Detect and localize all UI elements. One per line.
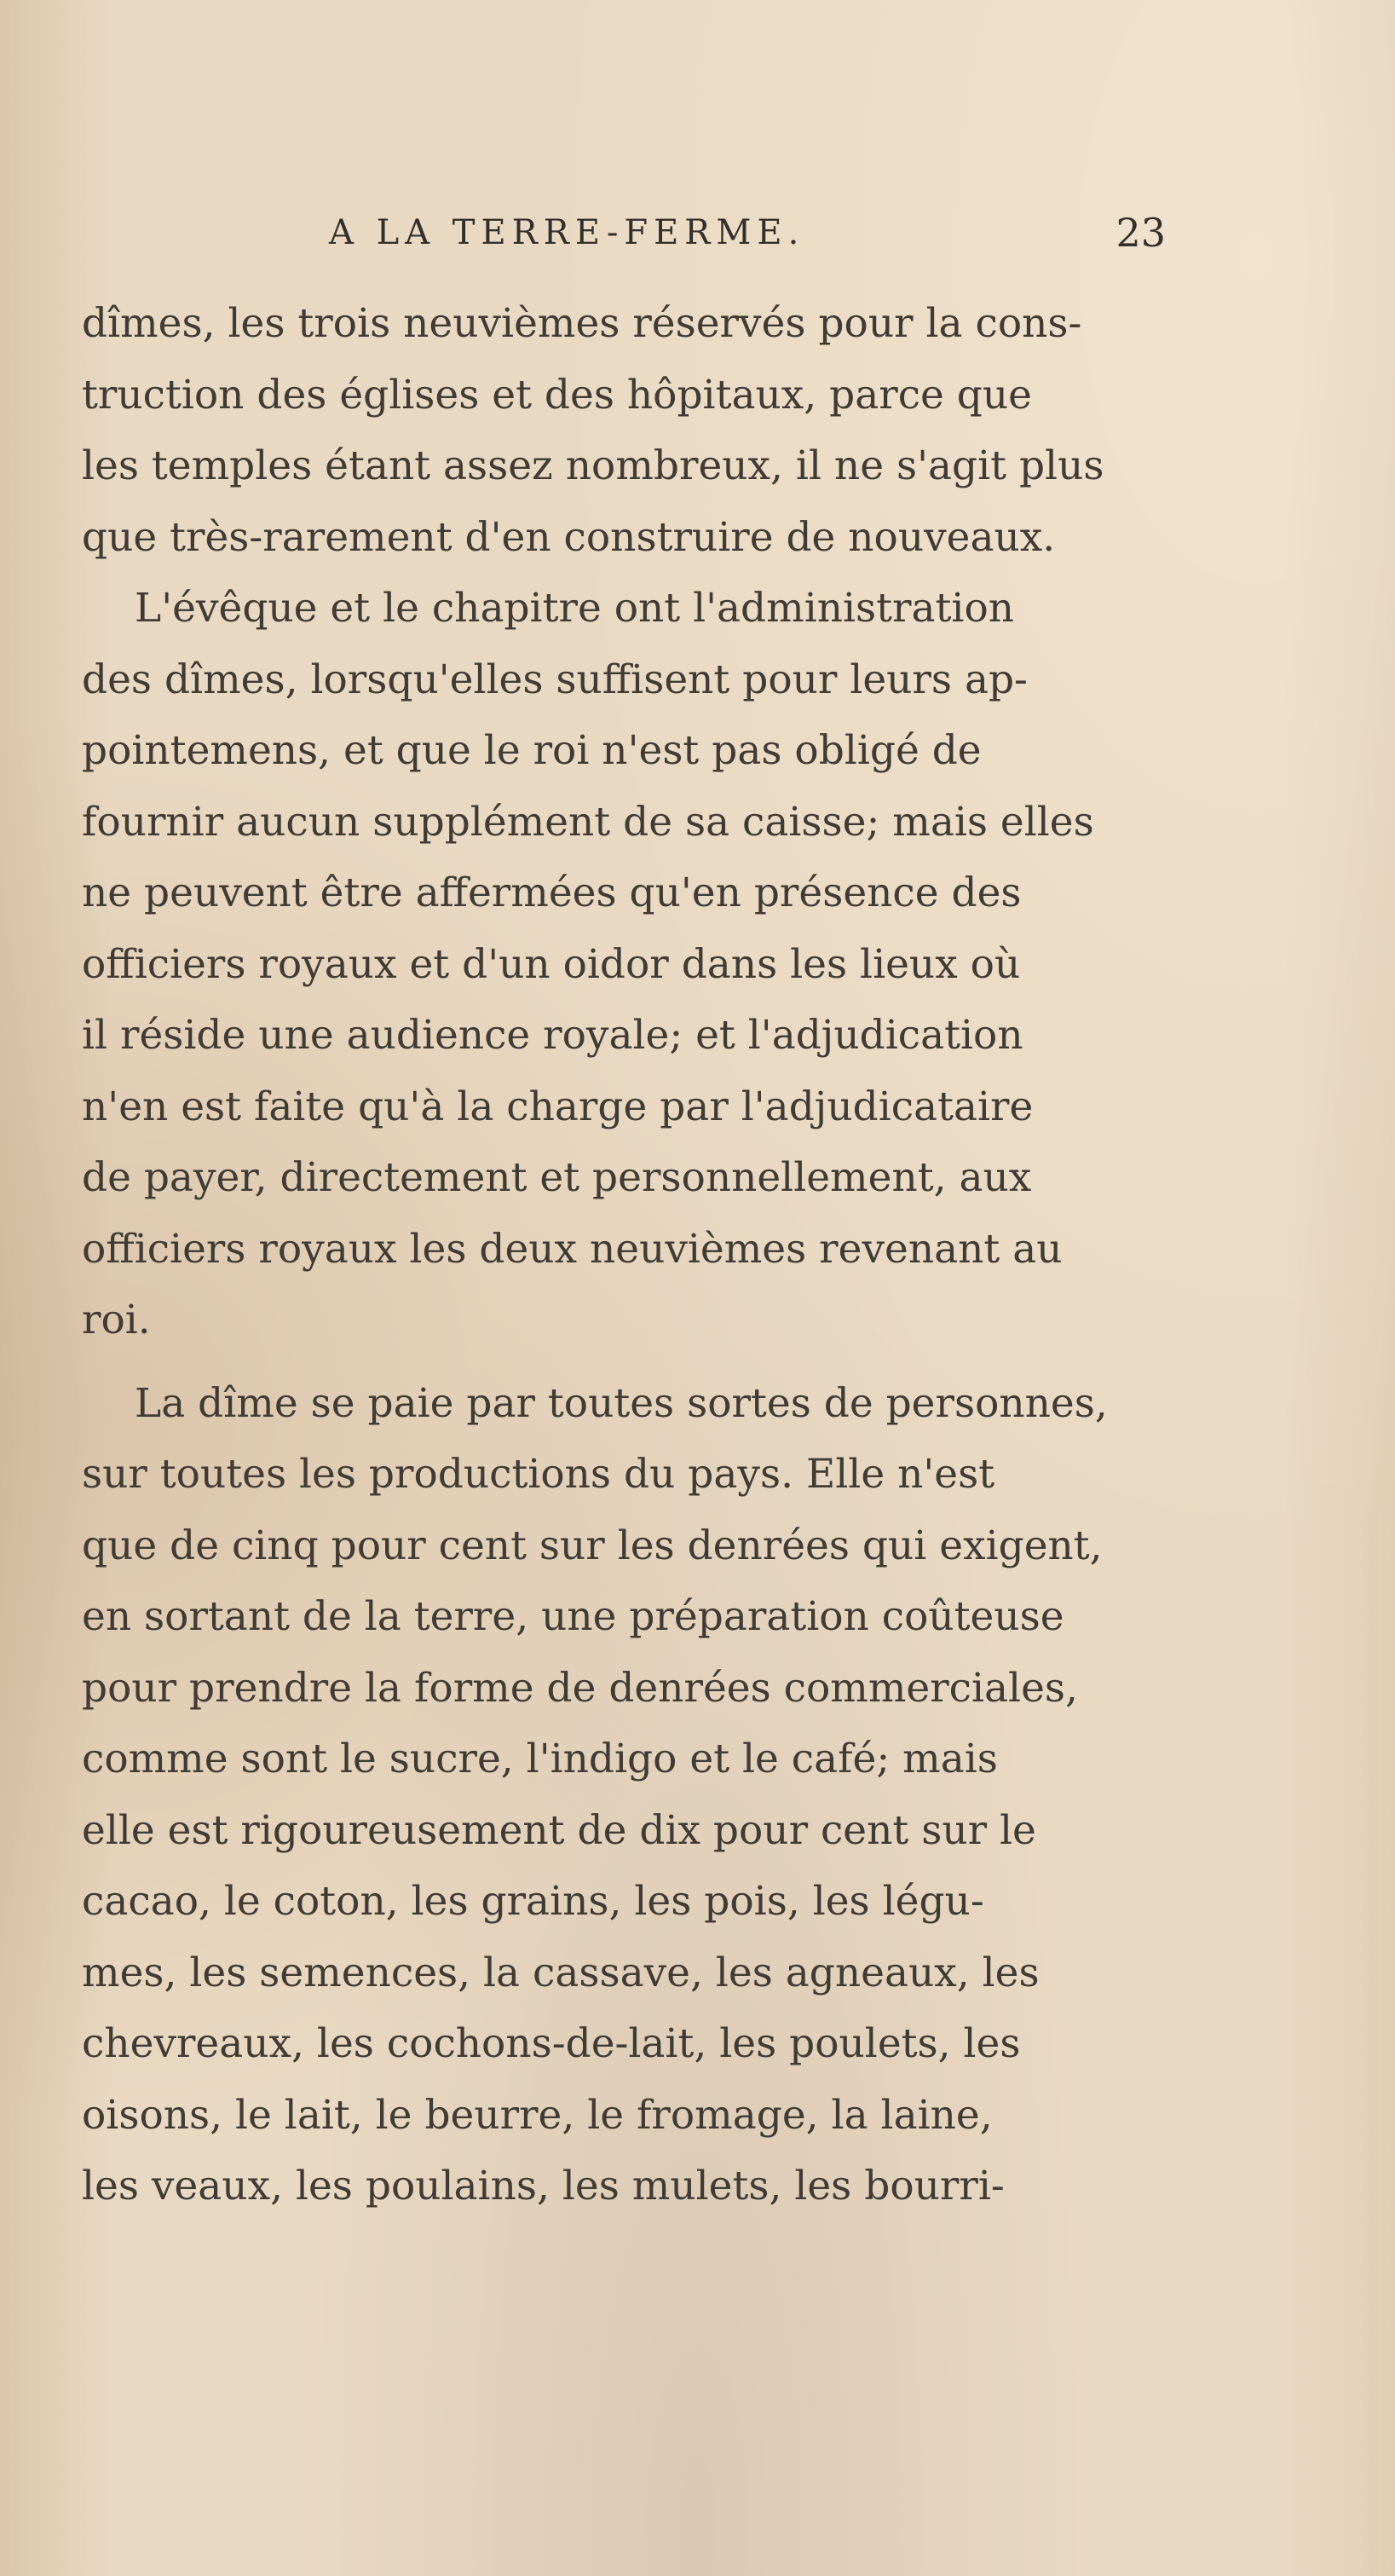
text-line: dîmes, les trois neuvièmes réservés pour la cons-	[82, 300, 1082, 347]
text-line: ne peuvent être affermées qu'en présence des	[82, 869, 1022, 916]
text-line: officiers royaux les deux neuvièmes revenant au	[82, 1225, 1063, 1273]
text-line: chevreaux, les cochons-de-lait, les poulets, les	[82, 2020, 1021, 2067]
body-text	[82, 288, 1149, 2222]
text-line: comme sont le sucre, l'indigo et le café; mais	[82, 1736, 998, 1782]
text-line: pour prendre la forme de denrées commerciales,	[82, 1664, 1078, 1712]
text-line: que très-rarement d'en construire de nouveaux.	[82, 513, 1056, 561]
text-line: en sortant de la terre, une préparation coûteuse	[82, 1593, 1064, 1640]
book-page	[82, 196, 1166, 2222]
text-line: les veaux, les poulains, les mulets, les bourri-	[82, 2163, 1005, 2209]
text-line: que de cinq pour cent sur les denrées qui exigent,	[82, 1522, 1103, 1569]
text-line: des dîmes, lorsqu'elles suffisent pour leurs ap-	[82, 656, 1028, 703]
text-line: sur toutes les productions du pays. Elle n'est	[82, 1451, 995, 1498]
text-line: officiers royaux et d'un oidor dans les lieux où	[82, 940, 1021, 988]
text-line: les temples étant assez nombreux, il ne s'agit plus	[82, 442, 1104, 489]
paragraph-start-line: L'évêque et le chapitre ont l'administration	[135, 585, 1015, 632]
text-line: il réside une audience royale; et l'adjudication	[82, 1012, 1023, 1059]
text-line: truction des églises et des hôpitaux, parce que	[82, 371, 1032, 419]
text-line: roi.	[82, 1297, 151, 1343]
text-line: pointemens, et que le roi n'est pas obligé de	[82, 727, 982, 774]
paragraph-start-line: La dîme se paie par toutes sortes de personnes,	[135, 1379, 1108, 1427]
text-line: cacao, le coton, les grains, les pois, les légu-	[82, 1878, 984, 1925]
text-line: mes, les semences, la cassave, les agneaux, les	[82, 1949, 1040, 1996]
page-number: 23	[1115, 210, 1166, 256]
text-line: oisons, le lait, le beurre, le fromage, la laine,	[82, 2091, 993, 2139]
running-title: A LA TERRE-FERME.	[329, 213, 805, 252]
text-line: elle est rigoureusement de dix pour cent sur le	[82, 1806, 1036, 1854]
text-line: de payer, directement et personnellement, aux	[82, 1154, 1032, 1201]
text-line: fournir aucun supplément de sa caisse; mais elles	[82, 798, 1094, 846]
running-head	[82, 196, 1166, 273]
text-line: n'en est faite qu'à la charge par l'adjudicataire	[82, 1083, 1034, 1130]
